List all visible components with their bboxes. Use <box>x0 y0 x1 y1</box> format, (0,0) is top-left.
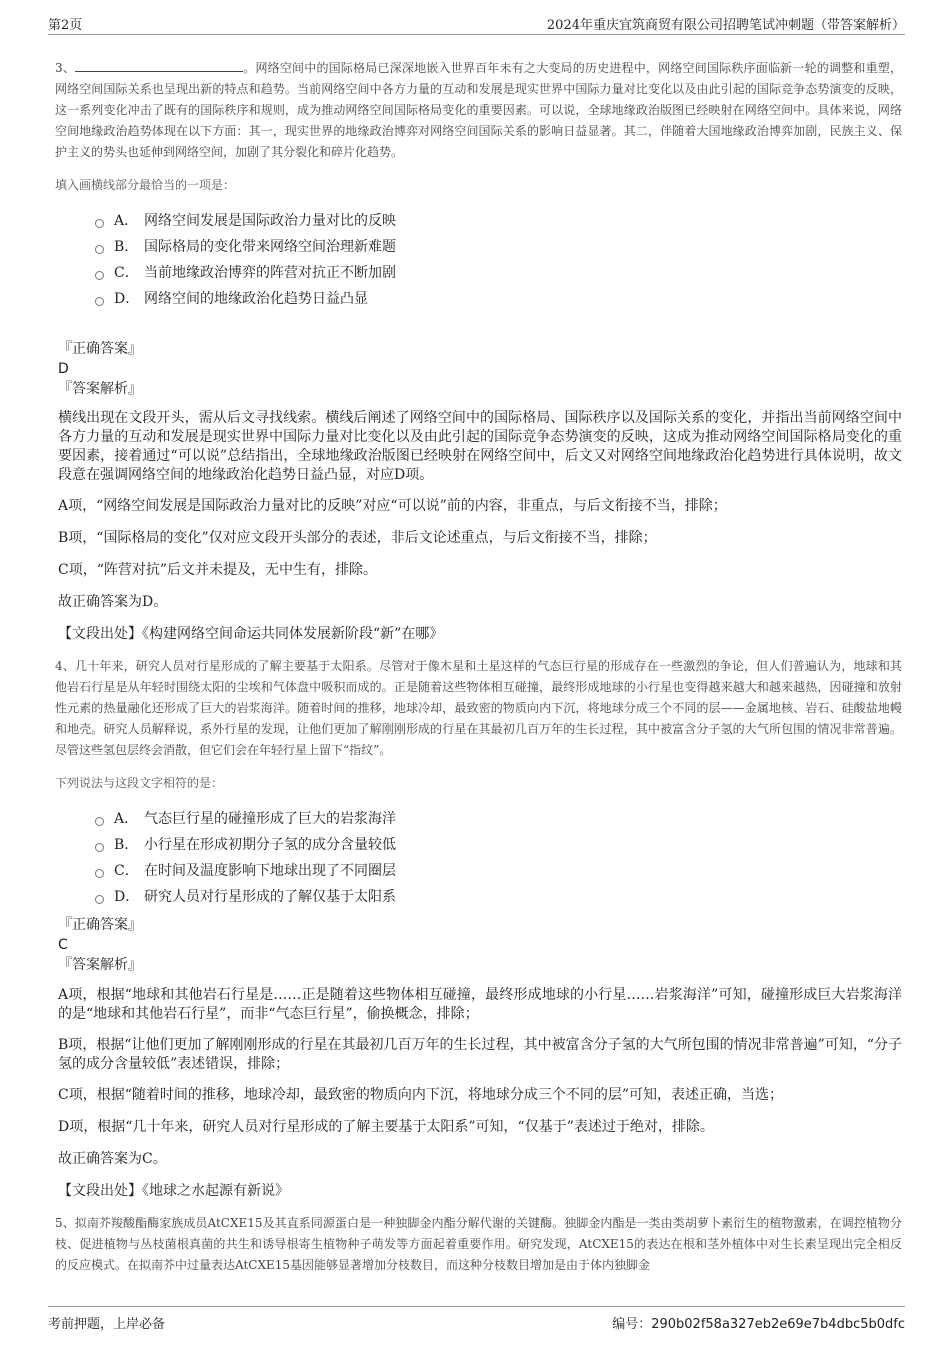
radio-icon[interactable] <box>95 817 104 826</box>
option-b[interactable]: B． 国际格局的变化带来网络空间治理新难题 <box>95 234 902 260</box>
question-stem: 5、拟南芥羧酸酯酶家族成员AtCXE15及其直系同源蛋白是一种独脚金内酯分解代谢的关键酶。独脚金内酯是一类由类胡萝卜素衍生的植物激素，在调控植物分枝、促进植物与丛枝菌根真菌的共生和诱导根寄生植物种子萌发等方面起着重要作用。研究发现，AtCXE15的表达在根和茎外植体中对生长素呈现出完全相反的反应模式。在拟南芥中过量表达AtCXE15基因能够显著增加分枝数目，而这种分枝数目增加是由于体内独脚金 <box>55 1216 902 1272</box>
analysis-paragraph: C项，根据“随着时间的推移，地球冷却，最致密的物质向内下沉，将地球分成三个不同的层”可知，表述正确，当选； <box>58 1087 784 1103</box>
question-3 <box>55 58 902 644</box>
analysis-paragraph: A项，根据“地球和其他岩石行星是……正是随着这些物体相互碰撞，最终形成地球的小行星……岩浆海洋”可知，碰撞形成巨大岩浆海洋的是“地球和其他岩石行星”，而非“气态巨行星”，偷换概念，排除； <box>58 987 902 1022</box>
answer-value: D <box>58 361 69 377</box>
option-c[interactable]: C． 当前地缘政治博弈的阵营对抗正不断加剧 <box>95 260 902 286</box>
option-d[interactable]: D． 网络空间的地缘政治化趋势日益凸显 <box>95 286 902 312</box>
radio-icon[interactable] <box>95 271 104 280</box>
analysis-paragraph: B项，“国际格局的变化”仅对应文段开头部分的表述，非后文论述重点，与后文衔接不当，排除； <box>58 530 657 546</box>
radio-icon[interactable] <box>95 297 104 306</box>
radio-icon[interactable] <box>95 843 104 852</box>
option-b[interactable]: B． 小行星在形成初期分子氢的成分含量较低 <box>95 832 902 858</box>
answer-label: 『正确答案』 <box>58 917 142 933</box>
analysis-paragraph: 故正确答案为D。 <box>58 594 168 610</box>
analysis-paragraph: 横线出现在文段开头，需从后文寻找线索。横线后阐述了网络空间中的国际格局、国际秩序以及国际关系的变化，并指出当前网络空间中各方力量的互动和发展是现实世界中国际力量对比变化以及由此引起的国际竞争态势演变的反映，这成为推动网络空间国际格局变化的重要因素，接着通过“可以说”总结指出，全球地缘政治版图已经映射在网络空间中，后文又对网络空间地缘政治化趋势进行具体说明，故文段意在强调网络空间的地缘政治化趋势日益凸显，对应D项。 <box>58 410 902 483</box>
radio-icon[interactable] <box>95 245 104 254</box>
answer-label: 『正确答案』 <box>58 341 142 357</box>
option-d[interactable]: D． 研究人员对行星形成的了解仅基于太阳系 <box>95 884 902 910</box>
page-number: 第2页 <box>48 18 83 33</box>
radio-icon[interactable] <box>95 869 104 878</box>
fill-blank-line <box>75 59 243 72</box>
answer-value: C <box>58 937 68 953</box>
source-citation: 【文段出处】《地球之水起源有新说》 <box>58 1183 289 1199</box>
page-footer <box>48 1306 905 1332</box>
footer-slogan: 考前押题，上岸必备 <box>48 1317 166 1332</box>
document-title: 2024年重庆宜筑商贸有限公司招聘笔试冲刺题（带答案解析） <box>546 18 905 33</box>
page-content <box>55 58 902 1276</box>
document-code: 编号：290b02f58a327eb2e69e7b4dbc5b0dfc <box>612 1317 905 1332</box>
source-citation: 【文段出处】《构建网络空间命运共同体发展新阶段“新”在哪》 <box>58 626 444 642</box>
analysis-paragraph: B项，根据“让他们更加了解刚刚形成的行星在其最初几百万年的生长过程，其中被富含分子氢的大气所包围的情况非常普遍”可知，“分子氢的成分含量较低”表述错误，排除； <box>58 1037 902 1072</box>
question-stem: 4、几十年来，研究人员对行星形成的了解主要基于太阳系。尽管对于像木星和土星这样的气态巨行星的形成存在一些激烈的争论，但人们普遍认为，地球和其他岩石行星是从年轻时围绕太阳的尘埃和气体盘中吸积而成的。正是随着这些物体相互碰撞，最终形成地球的小行星也变得越来越大和越来越热，因碰撞和放射性元素的热量融化还形成了巨大的岩浆海洋。随着时间的推移，地球冷却，最致密的物质向内下沉，将地球分成三个不同的层——金属地核、岩石、硅酸盐地幔和地壳。研究人员解释说，系外行星的发现，让他们更加了解刚刚形成的行星在其最初几百万年的生长过程，其中被富含分子氢的大气所包围的情况非常普遍。尽管这些氢包层终会消散，但它们会在年轻行星上留下“指纹”。 <box>55 659 902 757</box>
question-prompt: 下列说法与这段文字相符的是： <box>55 776 224 790</box>
analysis-paragraph: A项，“网络空间发展是国际政治力量对比的反映”对应“可以说”前的内容，非重点，与后文衔接不当，排除； <box>58 498 727 514</box>
analysis-paragraph: 故正确答案为C。 <box>58 1151 167 1167</box>
option-a[interactable]: A． 网络空间发展是国际政治力量对比的反映 <box>95 208 902 234</box>
question-5 <box>55 1213 902 1276</box>
option-a[interactable]: A． 气态巨行星的碰撞形成了巨大的岩浆海洋 <box>95 806 902 832</box>
analysis-label: 『答案解析』 <box>58 381 142 397</box>
question-stem: 3、 。网络空间中的国际格局已深深地嵌入世界百年未有之大变局的历史进程中，网络空间国际秩序面临新一轮的调整和重塑，网络空间国际关系也呈现出新的特点和趋势。当前网络空间中各方力量的互动和发展是现实世界中国际力量对比变化以及由此引起的国际竞争态势演变的反映，这一系列变化冲击了既有的国际秩序和规则，成为推动网络空间国际格局变化的重要因素。可以说，全球地缘政治版图已经映射在网络空间中。具体来说，网络空间地缘政治趋势体现在以下方面：其一，现实世界的地缘政治博弈对网络空间国际关系的影响日益显著。其二，伴随着大国地缘政治博弈加剧，民族主义、保护主义的势头也延伸到网络空间，加剧了其分裂化和碎片化趋势。 <box>55 61 902 159</box>
radio-icon[interactable] <box>95 895 104 904</box>
option-c[interactable]: C． 在时间及温度影响下地球出现了不同圈层 <box>95 858 902 884</box>
question-4 <box>55 656 902 1201</box>
analysis-paragraph: D项，根据“几十年来，研究人员对行星形成的了解主要基于太阳系”可知，“仅基于”表述过于绝对，排除。 <box>58 1119 714 1135</box>
analysis-paragraph: C项，“阵营对抗”后文并未提及，无中生有，排除。 <box>58 562 378 578</box>
option-list <box>95 806 902 910</box>
option-list <box>95 208 902 312</box>
question-prompt: 填入画横线部分最恰当的一项是： <box>55 178 236 192</box>
analysis-label: 『答案解析』 <box>58 957 142 973</box>
page-header <box>48 12 905 35</box>
radio-icon[interactable] <box>95 219 104 228</box>
